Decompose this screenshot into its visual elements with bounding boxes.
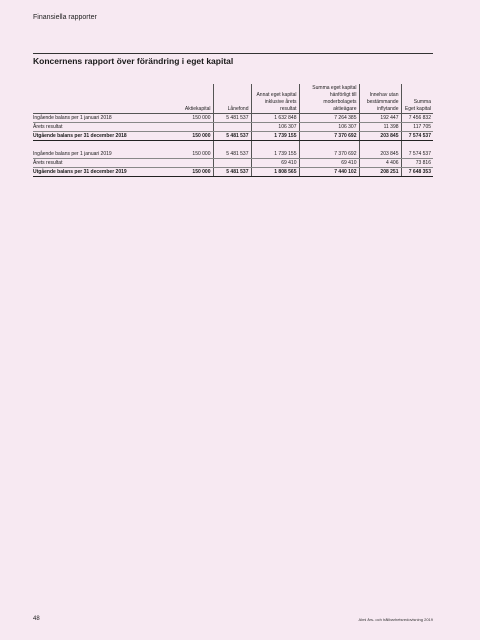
cell: 7 574 537 — [401, 132, 433, 141]
cell: 7 370 692 — [299, 132, 359, 141]
cell: 208 251 — [359, 168, 401, 177]
cell — [213, 159, 251, 168]
publication-name: Almi års- och hållbarhetsredovisning 2019 — [358, 617, 433, 622]
cell: 7 648 353 — [401, 168, 433, 177]
cell: 7 264 385 — [299, 114, 359, 123]
cell: 1 632 848 — [251, 114, 299, 123]
cell: 1 808 565 — [251, 168, 299, 177]
title-divider — [33, 53, 433, 54]
row-label: Årets resultat — [33, 159, 179, 168]
cell: 5 481 537 — [213, 150, 251, 159]
cell: 203 845 — [359, 150, 401, 159]
column-header: Annat eget kapital inklusive årets resultat — [251, 84, 299, 114]
row-label: Ingående balans per 1 januari 2018 — [33, 114, 179, 123]
row-label: Ingående balans per 1 januari 2019 — [33, 150, 179, 159]
cell: 73 816 — [401, 159, 433, 168]
page-title: Koncernens rapport över förändring i eget kapital — [33, 56, 234, 66]
page-number: 48 — [33, 616, 40, 622]
cell — [179, 123, 213, 132]
header-label-cell — [33, 84, 179, 114]
cell: 117 705 — [401, 123, 433, 132]
column-header: Lånefond — [213, 84, 251, 114]
row-label: Utgående balans per 31 december 2018 — [33, 132, 179, 141]
cell: 203 845 — [359, 132, 401, 141]
column-header: Summa eget kapital hänförligt till moderbolagets aktieägare — [299, 84, 359, 114]
column-header: Aktiekapital — [179, 84, 213, 114]
cell: 106 307 — [251, 123, 299, 132]
table-total-row — [33, 168, 433, 177]
table-row — [33, 159, 433, 168]
section-label: Finansiella rapporter — [33, 14, 97, 21]
cell: 11 398 — [359, 123, 401, 132]
cell: 69 410 — [299, 159, 359, 168]
table-row — [33, 150, 433, 159]
table-header-row — [33, 84, 433, 114]
cell: 192 447 — [359, 114, 401, 123]
cell: 7 574 537 — [401, 150, 433, 159]
cell: 7 456 832 — [401, 114, 433, 123]
column-header: Innehav utan bestämmande inflytande — [359, 84, 401, 114]
cell: 150 000 — [179, 132, 213, 141]
cell: 5 481 537 — [213, 168, 251, 177]
cell: 7 440 102 — [299, 168, 359, 177]
cell: 69 410 — [251, 159, 299, 168]
table-row — [33, 123, 433, 132]
cell: 5 481 537 — [213, 132, 251, 141]
table-row — [33, 114, 433, 123]
cell: 7 370 692 — [299, 150, 359, 159]
cell — [213, 123, 251, 132]
cell: 150 000 — [179, 168, 213, 177]
cell: 150 000 — [179, 150, 213, 159]
row-label: Årets resultat — [33, 123, 179, 132]
cell: 5 481 537 — [213, 114, 251, 123]
equity-changes-table — [33, 84, 433, 177]
table-total-row — [33, 132, 433, 141]
table-spacer — [33, 141, 433, 151]
cell: 4 406 — [359, 159, 401, 168]
cell: 1 739 155 — [251, 132, 299, 141]
column-header: Summa Eget kapital — [401, 84, 433, 114]
cell: 1 739 155 — [251, 150, 299, 159]
cell — [179, 159, 213, 168]
row-label: Utgående balans per 31 december 2019 — [33, 168, 179, 177]
cell: 150 000 — [179, 114, 213, 123]
cell: 106 307 — [299, 123, 359, 132]
